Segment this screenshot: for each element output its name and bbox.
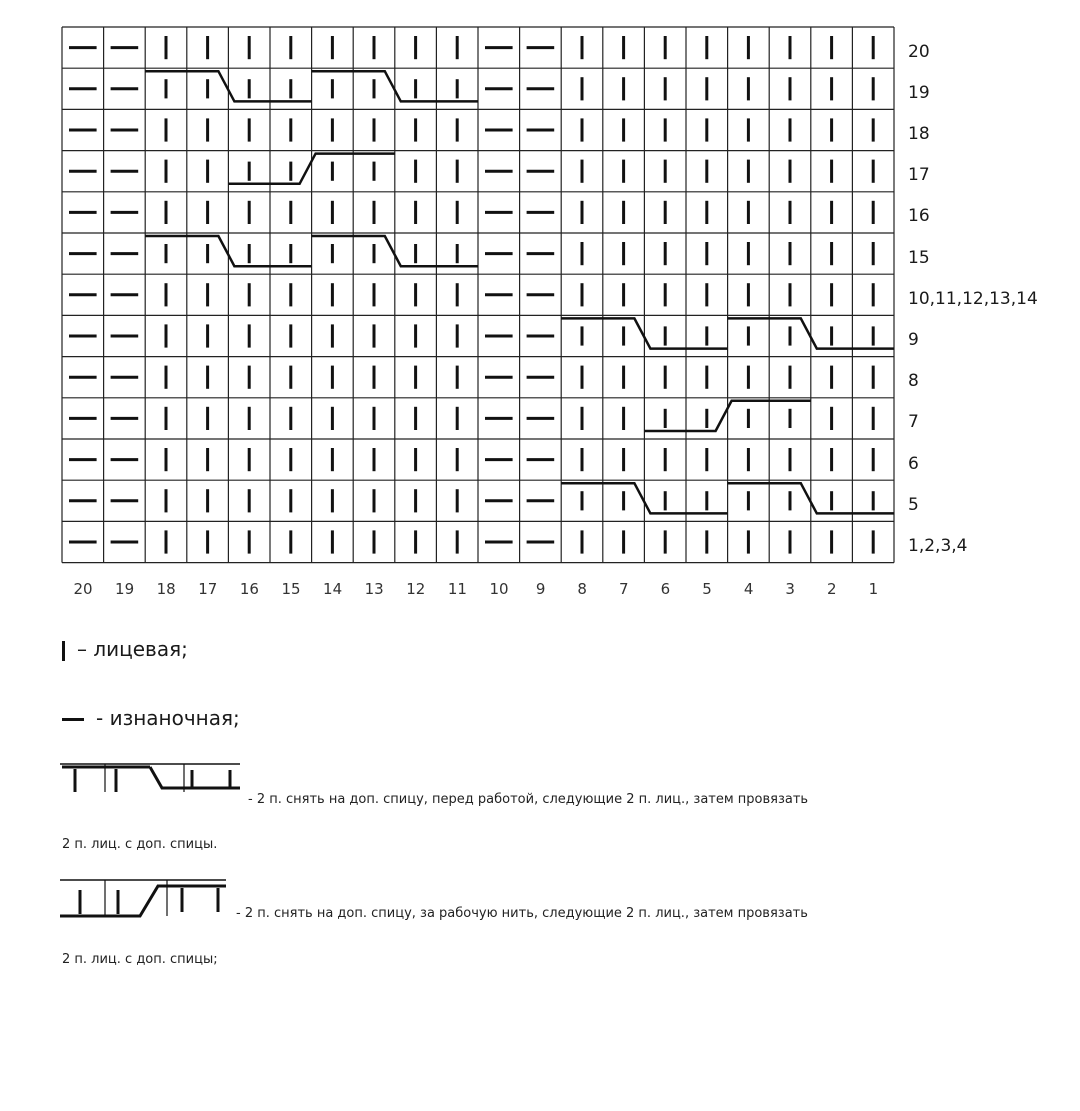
row-label: 9 xyxy=(908,330,919,350)
legend-knit-text: – лицевая; xyxy=(77,637,188,661)
legend-knit xyxy=(62,637,188,661)
column-label: 11 xyxy=(447,580,467,598)
cable-back-symbol-icon xyxy=(60,872,230,922)
column-label: 8 xyxy=(577,580,587,598)
column-label: 19 xyxy=(115,580,135,598)
column-label: 17 xyxy=(198,580,218,598)
column-label: 12 xyxy=(406,580,426,598)
row-label: 20 xyxy=(908,41,930,62)
column-label: 13 xyxy=(364,580,384,598)
purl-symbol-icon xyxy=(62,706,84,730)
column-label: 2 xyxy=(827,580,837,598)
column-label: 4 xyxy=(743,580,754,598)
row-label: 7 xyxy=(908,412,919,433)
row-label: 19 xyxy=(908,82,930,103)
row-label: 6 xyxy=(908,453,919,474)
column-label: 6 xyxy=(660,580,671,598)
column-label: 5 xyxy=(702,580,712,598)
cable-front-symbol-icon xyxy=(60,758,242,803)
column-label: 1 xyxy=(868,580,879,598)
column-label: 18 xyxy=(156,580,176,598)
column-label: 20 xyxy=(73,580,93,598)
row-label: 16 xyxy=(908,206,930,227)
column-label: 15 xyxy=(281,580,301,598)
legend-purl xyxy=(62,706,240,730)
column-label: 16 xyxy=(239,580,259,598)
column-label: 3 xyxy=(785,580,795,598)
legend-cable-back-text: - 2 п. снять на доп. спицу, за рабочую нить, следующие 2 п. лиц., затем провязать xyxy=(236,906,808,921)
row-label: 18 xyxy=(908,124,930,144)
legend-purl-text: - изнаночная; xyxy=(96,706,240,730)
column-label: 7 xyxy=(619,580,629,598)
knit-symbol-icon xyxy=(62,637,65,661)
row-label: 1,2,3,4 xyxy=(908,536,968,556)
row-label: 10,11,12,13,14 xyxy=(908,288,1038,309)
row-label: 15 xyxy=(908,247,930,268)
legend-cable-front-text: - 2 п. снять на доп. спицу, перед работой, следующие 2 п. лиц., затем провязать xyxy=(248,792,809,807)
column-label: 9 xyxy=(535,580,546,598)
column-label: 14 xyxy=(323,580,343,598)
column-label: 10 xyxy=(489,580,509,598)
row-label: 5 xyxy=(908,494,919,515)
legend-cable-back-text-cont: 2 п. лиц. с доп. спицы; xyxy=(62,952,218,967)
legend-cable-front-text-cont: 2 п. лиц. с доп. спицы. xyxy=(62,837,218,852)
row-label: 17 xyxy=(908,165,930,186)
row-label: 8 xyxy=(908,371,919,392)
